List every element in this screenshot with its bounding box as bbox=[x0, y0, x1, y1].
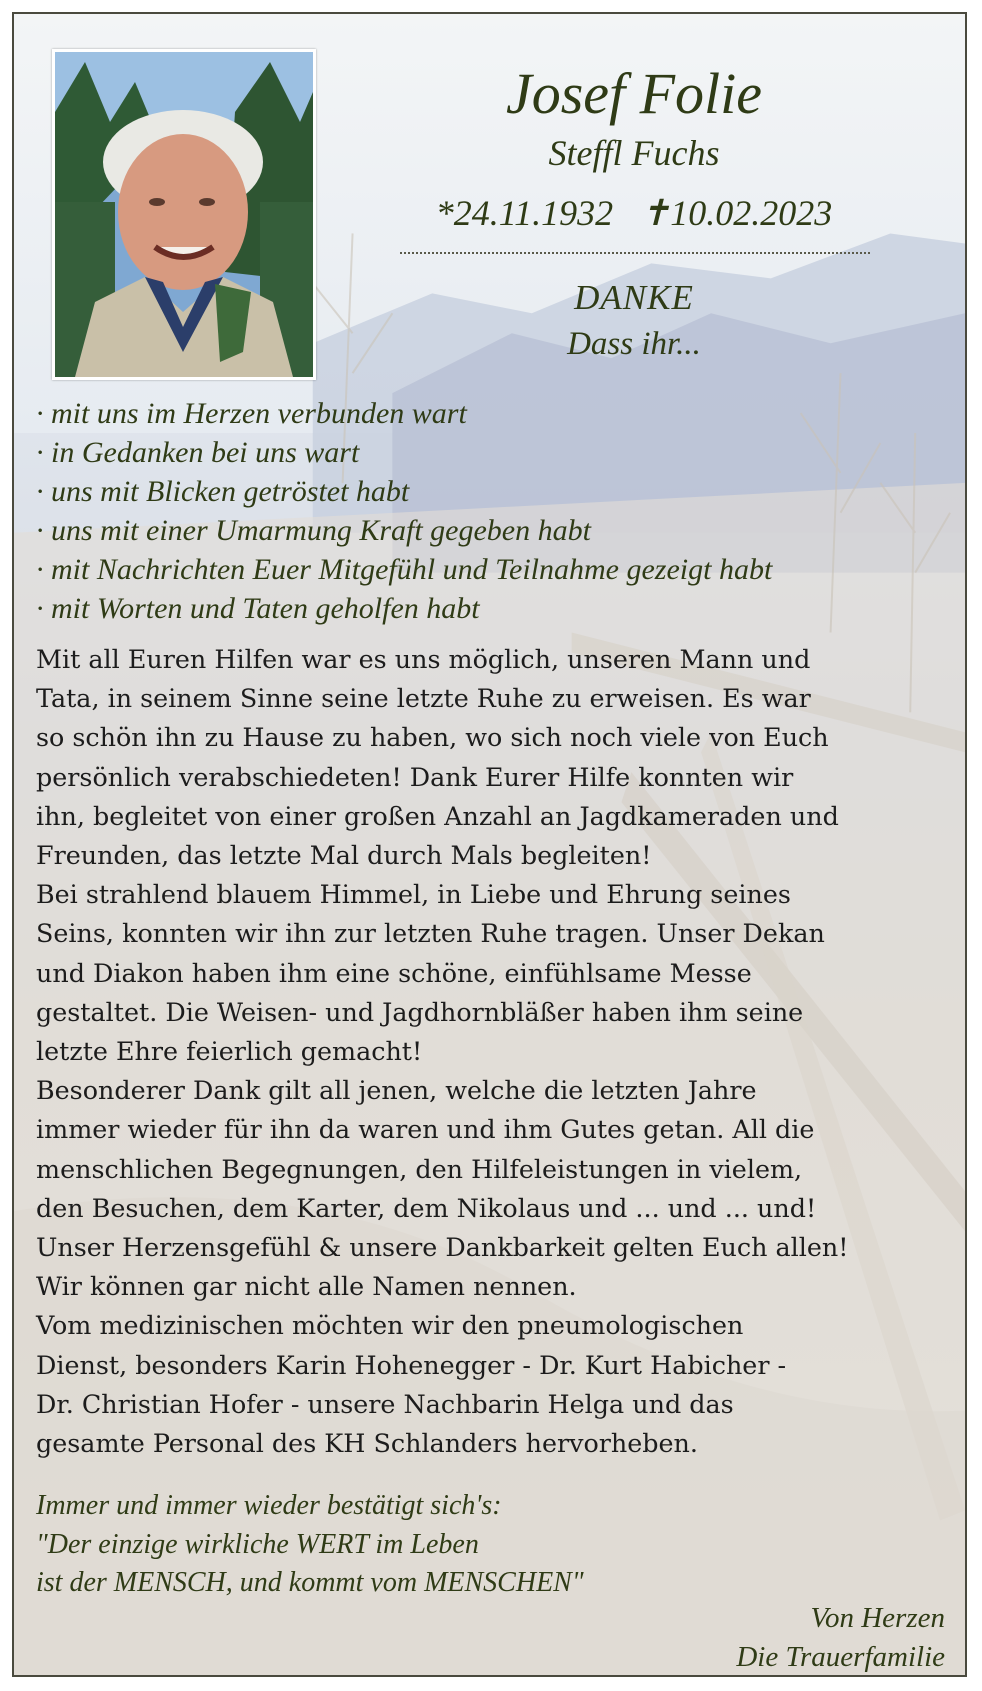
text-line: Wir können gar nicht alle Namen nennen. bbox=[36, 1271, 577, 1302]
text-line: immer wieder für ihn da waren und ihm Gutes getan. All die bbox=[36, 1114, 815, 1145]
text-line: und Diakon haben ihm eine schöne, einfühlsame Messe bbox=[36, 957, 752, 988]
text-line: Besonderer Dank gilt all jenen, welche die letzten Jahre bbox=[36, 1075, 757, 1106]
text-line: Freunden, das letzte Mal durch Mals begleiten! bbox=[36, 840, 652, 871]
text-line: Unser Herzensgefühl & unsere Dankbarkeit gelten Euch allen! bbox=[36, 1232, 849, 1263]
nickname: Steffl Fuchs bbox=[548, 133, 720, 173]
text-line: Mit all Euren Hilfen war es uns möglich, unseren Mann und bbox=[36, 644, 811, 674]
list-item: · mit Worten und Taten geholfen habt bbox=[36, 592, 480, 625]
list-item: · uns mit Blicken getröstet habt bbox=[36, 475, 410, 508]
text-line: persönlich verabschiedeten! Dank Eurer Hilfe konnten wir bbox=[36, 761, 794, 792]
signature-line: Von Herzen bbox=[810, 1602, 945, 1634]
quote-line: "Der einzige wirkliche WERT im Leben bbox=[36, 1528, 479, 1560]
text-line: Bei strahlend blauem Himmel, in Liebe und Ehrung seines bbox=[36, 879, 791, 910]
thanks-subtitle: Dass ihr... bbox=[567, 326, 701, 362]
quote-line: Immer und immer wieder bestätigt sich's: bbox=[36, 1490, 502, 1521]
text-line: gestaltet. Die Weisen- und Jagdhornbläßer haben ihm seine bbox=[36, 996, 804, 1027]
text-line: Seins, konnten wir ihn zur letzten Ruhe tragen. Unser Dekan bbox=[36, 918, 825, 949]
birth-date: *24.11.1932 bbox=[435, 193, 614, 233]
thanks-list bbox=[36, 394, 966, 628]
dotted-divider bbox=[400, 252, 870, 254]
list-item: · mit Nachrichten Euer Mitgefühl und Teilnahme gezeigt habt bbox=[36, 553, 773, 586]
text-line: Dienst, besonders Karin Hohenegger - Dr. Kurt Habicher - bbox=[36, 1349, 787, 1380]
text-line: den Besuchen, dem Karter, dem Nikolaus und ... und ... und! bbox=[36, 1192, 817, 1223]
list-item: · in Gedanken bei uns wart bbox=[36, 436, 360, 469]
death-date: ✝10.02.2023 bbox=[640, 193, 833, 233]
text-line: gesamte Personal des KH Schlanders hervorheben. bbox=[36, 1428, 698, 1459]
text-line: Tata, in seinem Sinne seine letzte Ruhe zu erweisen. Es war bbox=[36, 683, 811, 714]
text-line: menschlichen Begegnungen, den Hilfeleistungen in vielem, bbox=[36, 1153, 803, 1184]
life-dates bbox=[334, 192, 934, 234]
text-line: letzte Ehre feierlich gemacht! bbox=[36, 1036, 423, 1067]
text-line: so schön ihn zu Hause zu haben, wo sich noch viele von Euch bbox=[36, 722, 829, 753]
deceased-name: Josef Folie bbox=[505, 61, 763, 126]
list-item: · mit uns im Herzen verbunden wart bbox=[36, 397, 467, 430]
thanks-title: DANKE bbox=[574, 278, 694, 317]
text-line: ihn, begleitet von einer großen Anzahl an Jagdkameraden und bbox=[36, 800, 839, 831]
text-line: Dr. Christian Hofer - unsere Nachbarin Helga und das bbox=[36, 1388, 734, 1419]
list-item: · uns mit einer Umarmung Kraft gegeben habt bbox=[36, 514, 591, 547]
obituary-card bbox=[12, 12, 967, 1677]
text-line: Vom medizinischen möchten wir den pneumologischen bbox=[36, 1310, 744, 1341]
portrait-photo bbox=[52, 49, 316, 380]
signature-family: Die Trauerfamilie bbox=[736, 1641, 945, 1673]
signature bbox=[736, 1599, 945, 1677]
main-text bbox=[36, 640, 966, 1463]
closing-quote bbox=[36, 1487, 966, 1603]
quote-line: ist der MENSCH, und kommt vom MENSCHEN" bbox=[36, 1567, 584, 1598]
